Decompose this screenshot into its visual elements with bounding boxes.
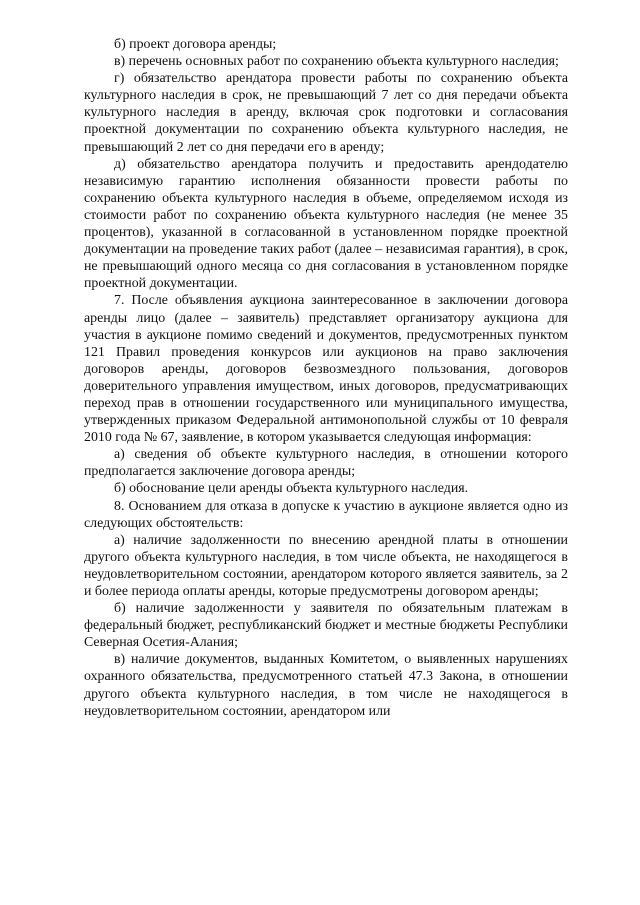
paragraph-item-g-works-obligation: г) обязательство арендатора провести работы по сохранению объекта культурного наследия в срок, не превышающий 7 лет со дня передачи объекта культурного наследия в аренду, включая срок подготовки и согласования проектной документации по сохранению объекта культурного наследия, не превышающий 2 лет со дня передачи его в аренду; <box>84 71 568 155</box>
paragraph-clause-7: 7. После объявления аукциона заинтересованное в заключении договора аренды лицо (далее – заявитель) представляет организатору аукциона для участия в аукционе помимо сведений и документов, предусмотренных пунктом 121 Правил проведения конкурсов или аукционов на право заключения договоров аренды, договоров безвозмездного пользования, договоров доверительного управления имуществом, иных договоров, предусматривающих переход прав в отношении государственного или муниципального имущества, утвержденных приказом Федеральной антимонопольной службы от 10 февраля 2010 года № 67, заявление, в котором указывается следующая информация: <box>84 293 568 446</box>
paragraph-item-d-guarantee-obligation: д) обязательство арендатора получить и предоставить арендодателю независимую гарантию исполнения обязанности провести работы по сохранению объекта культурного наследия в объеме, определяемом исходя из стоимости работ по сохранению объекта культурного наследия (не менее 35 процентов), указанной в согласованной в установленном порядке проектной документации на проведение таких работ (далее – независимая гарантия), в срок, не превышающий одного месяца со дня согласования в установленном порядке проектной документации. <box>84 156 568 292</box>
paragraph-clause-7-item-b: б) обоснование цели аренды объекта культурного наследия. <box>114 481 469 497</box>
paragraph-clause-8: 8. Основанием для отказа в допуске к участию в аукционе является одно из следующих обстоятельств: <box>84 498 568 531</box>
paragraph-item-b-lease-draft: б) проект договора аренды; <box>114 37 277 52</box>
paragraph-clause-8-item-b: б) наличие задолженности у заявителя по обязательным платежам в федеральный бюджет, республиканский бюджет и местные бюджеты Республики Северная Осетия-Алания; <box>84 601 568 651</box>
document-page <box>84 36 568 720</box>
paragraph-clause-7-item-a: а) сведения об объекте культурного наследия, в отношении которого предполагается заключение договора аренды; <box>84 447 568 480</box>
paragraph-clause-8-item-v: в) наличие документов, выданных Комитетом, о выявленных нарушениях охранного обязательства, предусмотренного статьей 47.3 Закона, в отношении другого объекта культурного наследия, в том числе не находящегося в неудовлетворительном состоянии, арендатором или <box>84 652 568 719</box>
paragraph-item-v-works-list: в) перечень основных работ по сохранению объекта культурного наследия; <box>114 54 559 70</box>
paragraph-clause-8-item-a: а) наличие задолженности по внесению арендной платы в отношении другого объекта культурного наследия, в том числе объекта, не находящегося в неудовлетворительном состоянии, арендатором которого является заявитель, за 2 и более периода оплаты аренды, которые предусмотрены договором аренды; <box>84 532 568 599</box>
